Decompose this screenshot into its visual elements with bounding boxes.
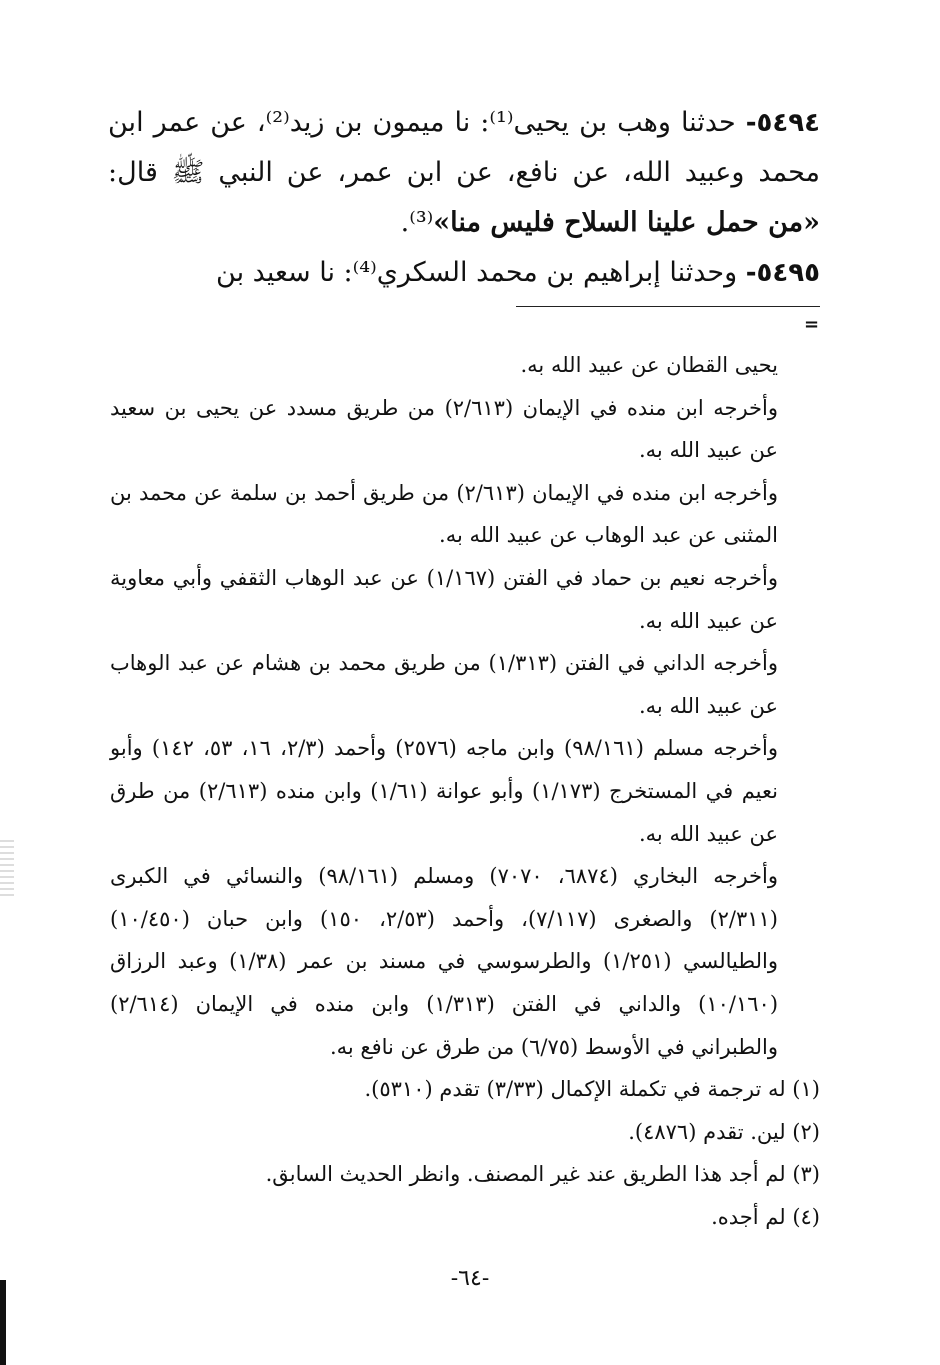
- hadith-number: ٥٤٩٤-: [745, 108, 820, 138]
- footnote-4: (٤) لم أجده.: [711, 1204, 820, 1229]
- footnotes-area: [110, 344, 820, 1238]
- note-paragraph: وأخرجه مسلم (٩٨/١٦١) وابن ماجه (٢٥٧٦) وأحمد (٢/٣، ١٦، ٥٣، ١٤٢) وأبو نعيم في المستخرج (١/١٧٣) وأبو عوانة (١/٦١) وابن منده (٢/٦١٣) من طرق عن عبيد الله به.: [110, 736, 779, 846]
- hadith-text: وحدثنا إبراهيم بن محمد السكري⁽⁴⁾: نا سعيد بن: [216, 257, 746, 288]
- hadith-5495: [108, 248, 820, 298]
- scan-speckle: [0, 840, 14, 900]
- note-paragraph: وأخرجه ابن منده في الإيمان (٢/٦١٣) من طريق مسدد عن يحيى بن سعيد عن عبيد الله به.: [110, 395, 778, 463]
- hadith-footnote-ref: ⁽³⁾.: [400, 207, 434, 238]
- note-paragraph: وأخرجه ابن منده في الإيمان (٢/٦١٣) من طريق أحمد بن سلمة عن محمد بن المثنى عن عبد الوهاب عن عبيد الله به.: [110, 480, 778, 548]
- continuation-mark: =: [804, 314, 820, 335]
- hadith-quote: «من حمل علينا السلاح فليس منا»: [433, 207, 820, 238]
- page-number: -٦٤-: [450, 1266, 490, 1291]
- footnote-3: (٣) لم أجد هذا الطريق عند غير المصنف. وانظر الحديث السابق.: [265, 1162, 820, 1187]
- hadith-number: ٥٤٩٥-: [745, 258, 820, 288]
- note-paragraph: وأخرجه نعيم بن حماد في الفتن (١/١٦٧) عن عبد الوهاب الثقفي وأبي معاوية عن عبيد الله به.: [110, 565, 778, 633]
- footnote-2: (٢) لين. تقدم (٤٨٧٦).: [628, 1119, 820, 1144]
- scan-edge-mark: [0, 1280, 6, 1365]
- main-text: [108, 98, 820, 298]
- note-paragraph: وأخرجه الداني في الفتن (١/٣١٣) من طريق محمد بن هشام عن عبد الوهاب عن عبيد الله به.: [110, 651, 778, 718]
- note-paragraph: يحيى القطان عن عبيد الله به.: [520, 353, 778, 377]
- hadith-text: حدثنا وهب بن يحيى⁽¹⁾: نا ميمون بن زيد⁽²⁾، عن عمر ابن محمد وعبيد الله، عن نافع، عن ابن عمر، عن النبي ﷺ قال:: [108, 107, 820, 188]
- note-paragraph: وأخرجه البخاري (٦٨٧٤، ٧٠٧٠) ومسلم (٩٨/١٦١) والنسائي في الكبرى (٢/٣١١) والصغرى (٧/١١٧)، وأحمد (٢/٥٣، ١٥٠) وابن حبان (١٠/٤٥٠) والطيالسي (١/٢٥١) والطرسوسي في مسند بن عمر (١/٣٨) وعبد الرزاق (١٠/١٦٠) والداني في الفتن (١/٣١٣) وابن منده في الإيمان (٢/٦١٤) والطبراني في الأوسط (٦/٧٥) من طرق عن نافع به.: [110, 864, 779, 1059]
- footnote-1: (١) له ترجمة في تكملة الإكمال (٣/٣٣) تقدم (٥٣١٠).: [364, 1077, 820, 1102]
- hadith-5494: [108, 98, 820, 248]
- footnote-separator: [516, 306, 820, 307]
